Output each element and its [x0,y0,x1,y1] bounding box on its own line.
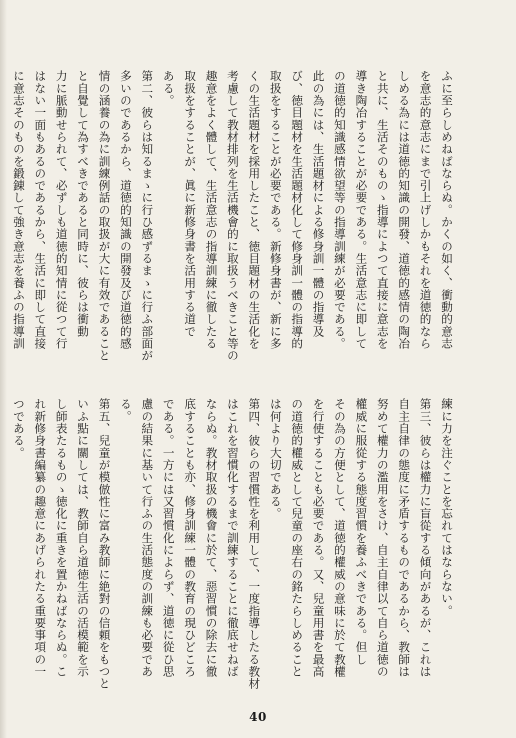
upper-text-block: ふに至らしめねばならぬ。かくの如く、衝動的意志 を意志的意志にまで引上げしかもそれを道徳的なら しめる為には道徳的知識の開發、道徳的感情の陶冶 と共に、生活そのものゝ指導によつて直接に意志を 導き陶冶することが必要である。生活意志に即して の道徳的知識感情欲望等の指導訓練が必要である。 此の為には、生活題材による修身訓一體の指導及 び、徳目題材を生活題材化して修身訓一體の指導的 取扱をすることが必要である。新修身書が、新に多 くの生活題材を採用したこと、徳目題材の生活化を 考慮して教材排列を生活機會的に取扱うべきこと等の 趣意をよく體して、生活意志の指導訓練に徹したる 取扱をすることが、眞に新修身書を活用する道で ある。 第二、彼らは知るまゝに行ひ感ずるまゝに行ふ部面が 多いのであるから、道徳的知識の開發及び道徳的感 情の涵養の為に訓練例話の取扱が大に有效であること と自覺して為すべきであると同時に、彼らは衝動 力に脈動せられて、必ずしも道徳的知情に從つて行 はない一面もあるのであるから、生活に即して直接 に意志そのものを鍛錬して強き意志を養ふの指導訓 [11,70,454,362]
lower-text-block: 練に力を注ぐことを忘れてはならない。 第三、彼らは權力に盲從する傾向があるが、これは 自主自律の態度に矛盾するものであるから、教師は 努めて權力の濫用をさけ、自主自律以て自ら道徳の 權威に服從する態度習慣を養ふべきである。但し その為の方便として、道徳的權威の意味に於て教權 を行使することも必要である。又、兒童用書を最高 の道徳的權威として兒童の座右の銘たらしめること は何より大切である。 第四、彼らの習慣性を利用して、一度指導したる教材 はこれを習慣化するまで訓練することに徹底せねば ならぬ。教材取扱の機會に於て、惡習慣の除去に徹 底することも亦、修身訓練一體の教育の現ひどころ である。一方には又習慣化によらず、道徳に從ひ思 慮の結果に基いて行ふの生活態度の訓練も必要であ る。 第五、兒童が模倣性に富み教師に絶對の信頼をもつと いふ點に關しては、教師自ら道徳生活の活模範を示 し師表たるものゝ徳化に重きを置かねばならぬ。こ れ新修身書編纂の趣意にあげられたる重要事項の一 つである。 [11,398,454,690]
page-number: 40 [249,710,267,724]
